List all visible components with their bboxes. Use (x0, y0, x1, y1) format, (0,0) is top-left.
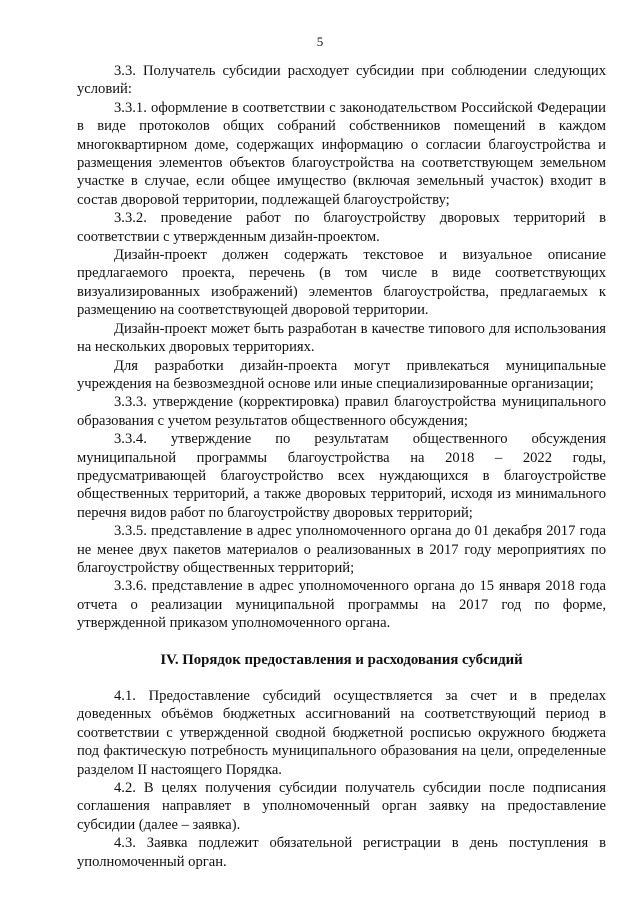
paragraph-3-3-5: 3.3.5. представление в адрес уполномоченного органа до 01 декабря 2017 года не менее двух пакетов материалов о реализованных в 2017 году мероприятиях по благоустройству общественных территорий; (77, 523, 606, 576)
paragraph-4-2: 4.2. В целях получения субсидии получатель субсидии после подписания соглашения направляет в уполномоченный орган заявку на предоставление субсидии (далее – заявка). (77, 780, 606, 833)
paragraph-4-3: 4.3. Заявка подлежит обязательной регистрации в день поступления в уполномоченный орган. (77, 835, 606, 870)
paragraph-3-3-3: 3.3.3. утверждение (корректировка) правил благоустройства муниципального образования с учетом результатов общественного обсуждения; (77, 394, 606, 429)
paragraph-design-project-typical: Дизайн-проект может быть разработан в качестве типового для использования на нескольких дворовых территориях. (77, 320, 606, 356)
paragraph-3-3-4: 3.3.4. утверждение по результатам общественного обсуждения муниципальной программы благоустройства на 2018 – 2022 годы, предусматривающей благоустройство всех нуждающихся в благоустройстве общественных территорий, а также дворовых территорий, исходя из минимального перечня видов работ по благоустройству дворовых территорий; (77, 431, 606, 521)
paragraph-3-3: 3.3. Получатель субсидии расходует субсидии при соблюдении следующих условий: (77, 63, 606, 98)
paragraph-4-1: 4.1. Предоставление субсидий осуществляется за счет и в пределах доведенных объёмов бюджетных ассигнований на соответствующий период в соответствии с утвержденной сводной бюджетной росписью окружного бюджета под фактическую потребность муниципального образования на цели, определенные разделом II настоящего Порядка. (77, 688, 606, 778)
paragraph-3-3-1: 3.3.1. оформление в соответствии с законодательством Российской Федерации в виде протоколов общих собраний собственников помещений в каждом многоквартирном доме, содержащих информацию о согласии благоустройства и размещения элементов объектов благоустройства на соответствующем земельном участке в случае, если общее имущество (включая земельный участок) входит в состав дворовой территории, подлежащей благоустройству; (77, 99, 606, 208)
paragraph-design-project-content: Дизайн-проект должен содержать текстовое и визуальное описание предлагаемого проекта, перечень (в том числе в виде соответствующих визуализированных изображений) элементов благоустройства, предлагаемых к размещению на соответствующей дворовой территории. (77, 247, 606, 319)
document-body (77, 62, 606, 871)
paragraph-3-3-6: 3.3.6. представление в адрес уполномоченного органа до 15 января 2018 года отчета о реализации муниципальной программы на 2017 год по форме, утвержденной приказом уполномоченного органа. (77, 578, 606, 632)
paragraph-3-3-2: 3.3.2. проведение работ по благоустройству дворовых территорий в соответствии с утвержденным дизайн-проектом. (77, 210, 606, 245)
page-number: 5 (316, 34, 324, 49)
section-heading: IV. Порядок предоставления и расходования субсидий (160, 651, 523, 668)
paragraph-design-project-development: Для разработки дизайн-проекта могут привлекаться муниципальные учреждения на безвозмездной основе или иные специализированные организации; (77, 357, 606, 392)
